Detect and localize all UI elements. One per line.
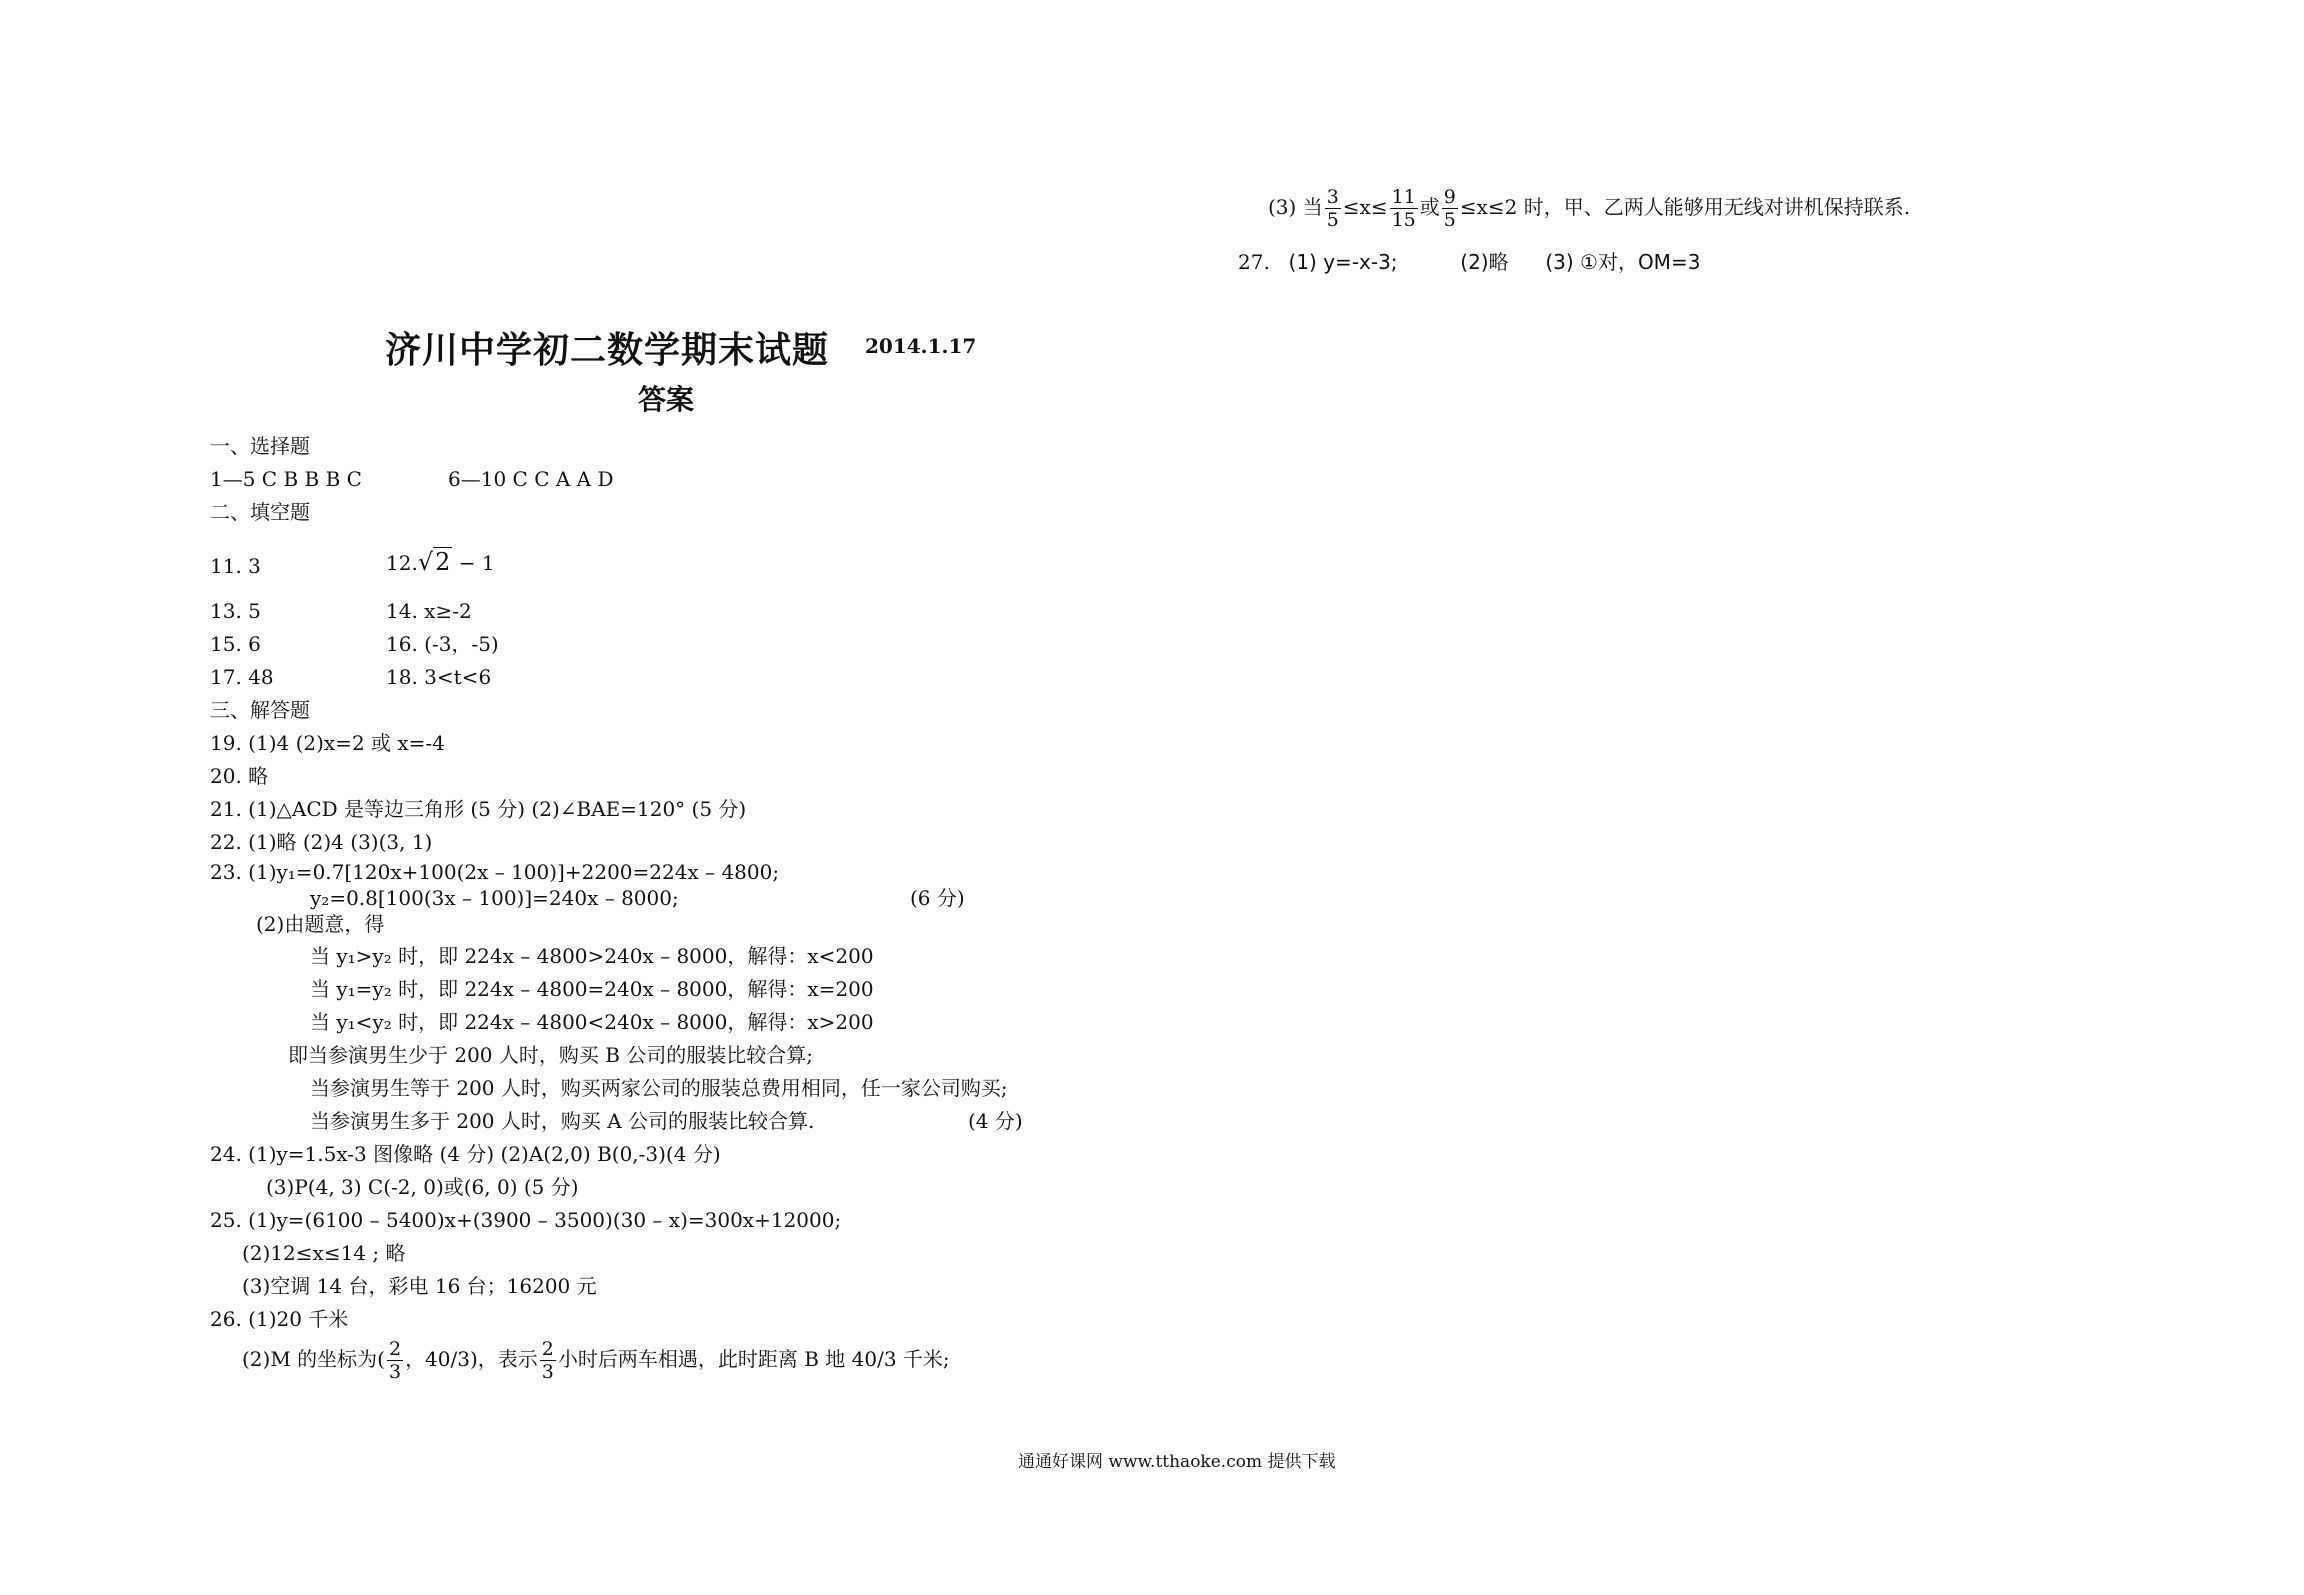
page-subtitle: 答案 — [638, 383, 695, 416]
answer-23-line6: 当 y₁<y₂ 时，即 224x – 4800<240x – 8000，解得：x>200 — [310, 1010, 874, 1034]
q26-3-prefix: (3) 当 — [1268, 195, 1323, 219]
answer-14: 14. x≥-2 — [386, 599, 472, 623]
page-footer: 通通好课网 www.tthaoke.com 提供下载 — [1018, 1452, 1336, 1472]
answer-25-line3: (3)空调 14 台，彩电 16 台；16200 元 — [242, 1274, 597, 1298]
answer-11: 11. 3 — [210, 554, 261, 578]
mc-answers-6-10: 6—10 C C A A D — [448, 467, 614, 491]
answer-23-line9: 当参演男生多于 200 人时，购买 A 公司的服装比较合算. — [310, 1109, 815, 1133]
fraction-2-3-second: $\frac{2}{3}$ — [541, 1338, 554, 1383]
answer-23-score2: (4 分) — [968, 1109, 1023, 1133]
answer-23-line1: 23. (1)y₁=0.7[120x+100(2x – 100)]+2200=224x – 4800; — [210, 860, 780, 884]
answer-23-score1: (6 分) — [910, 886, 965, 910]
answer-23-line4: 当 y₁>y₂ 时，即 224x – 4800>240x – 8000，解得：x<200 — [310, 944, 874, 968]
fraction-2-3: $\frac{2}{3}$ — [388, 1338, 402, 1383]
answer-23-line7: 即当参演男生少于 200 人时，购买 B 公司的服装比较合算; — [288, 1043, 814, 1067]
answer-27: 27. (1) y=-x-3; (2)略 (3) ①对，OM=3 — [1238, 250, 1701, 274]
mc-answers-1-5: 1—5 C B B B C — [210, 467, 362, 491]
answer-24-line2: (3)P(4, 3) C(-2, 0)或(6, 0) (5 分) — [266, 1175, 579, 1199]
section-heading-solve: 三、解答题 — [210, 698, 310, 722]
answer-21: 21. (1)△ACD 是等边三角形 (5 分) (2)∠BAE=120° (5 分) — [210, 797, 747, 821]
answer-23-line3: (2)由题意，得 — [256, 912, 385, 936]
section-heading-choice: 一、选择题 — [210, 434, 310, 458]
answer-26-line1: 26. (1)20 千米 — [210, 1307, 349, 1331]
answer-19: 19. (1)4 (2)x=2 或 x=-4 — [210, 731, 445, 755]
answer-23-line2: y₂=0.8[100(3x – 100)]=240x – 8000; — [310, 886, 679, 910]
answer-15: 15. 6 — [210, 632, 261, 656]
fraction-9-5: $\frac{9}{5}$ — [1443, 186, 1456, 231]
answer-26-line2: (2)M 的坐标为( $\frac{2}{3}$ ，40/3)，表示 $\frac{2}{3}$ 小时后两车相遇，此时距离 B 地 40/3 千米; — [242, 1338, 950, 1383]
answer-13: 13. 5 — [210, 599, 261, 623]
exam-date: 2014.1.17 — [865, 334, 977, 358]
answer-17: 17. 48 — [210, 665, 274, 689]
answer-26-part3: (3) 当 $\frac{3}{5}$ ≤x≤ $\frac{11}{15}$ 或 $\frac{9}{5}$ ≤x≤2 时，甲、乙两人能够用无线对讲机保持联系. — [1268, 186, 1911, 231]
page-title: 济川中学初二数学期末试题 — [385, 329, 830, 371]
answer-22: 22. (1)略 (2)4 (3)(3, 1) — [210, 830, 433, 854]
sqrt-symbol: √2 — [417, 548, 451, 576]
answer-23-line5: 当 y₁=y₂ 时，即 224x – 4800=240x – 8000，解得：x=200 — [310, 977, 874, 1001]
section-heading-fill: 二、填空题 — [210, 500, 310, 524]
answer-25-line2: (2)12≤x≤14 ; 略 — [242, 1241, 406, 1265]
answer-20: 20. 略 — [210, 764, 269, 788]
fraction-3-5: $\frac{3}{5}$ — [1326, 186, 1339, 231]
answer-25-line1: 25. (1)y=(6100 – 5400)x+(3900 – 3500)(30 – x)=300x+12000; — [210, 1208, 842, 1232]
answer-23-line8: 当参演男生等于 200 人时，购买两家公司的服装总费用相同，任一家公司购买; — [310, 1076, 1008, 1100]
answer-16: 16. (-3，-5) — [386, 632, 499, 656]
fraction-11-15: $\frac{11}{15}$ — [1391, 186, 1416, 231]
answer-12: 12.√2 − 1 — [386, 548, 495, 576]
answer-18: 18. 3<t<6 — [386, 665, 492, 689]
answer-24-line1: 24. (1)y=1.5x-3 图像略 (4 分) (2)A(2,0) B(0,-3)(4 分) — [210, 1142, 721, 1166]
